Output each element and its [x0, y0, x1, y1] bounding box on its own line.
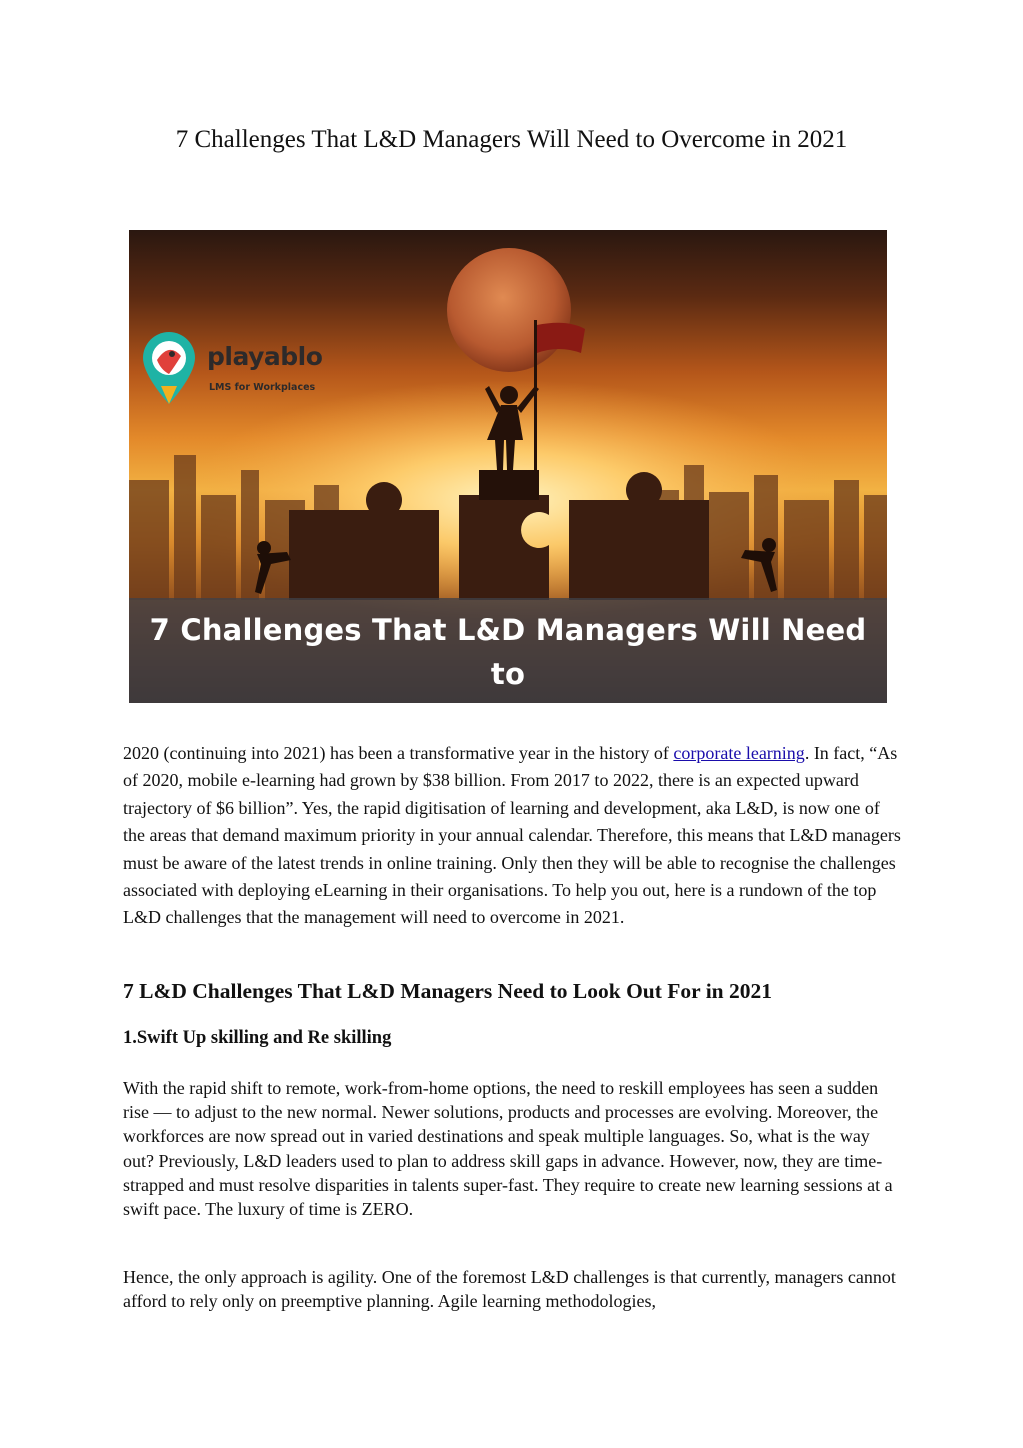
body-paragraph-2: Hence, the only approach is agility. One of the foremost L&D challenges is that currently, managers cannot afford to rely only on preemptive planning. Agile learning methodologies,	[123, 1267, 896, 1312]
playablo-logo	[139, 330, 323, 420]
intro-text-before-link: 2020 (continuing into 2021) has been a transformative year in the history of	[123, 743, 674, 763]
logo-wordmark: playablo	[207, 342, 323, 371]
intro-paragraph	[123, 740, 903, 932]
page-title: 7 Challenges That L&D Managers Will Need to Overcome in 2021	[175, 126, 848, 153]
intro-text-after-link: . In fact, “As of 2020, mobile e-learning had grown by $38 billion. From 2017 to 2022, there is an expected upward trajectory of $6 billion”. Yes, the rapid digitisation of learning and development, aka L&D, is now one of the areas that demand maximum priority in your annual calendar. Therefore, this means that L&D managers must be aware of the latest trends in online training. Only then they will be able to recognise the challenges associated with deploying eLearning in their organisations. To help you out, here is a rundown of the top L&D challenges that the management will need to overcome in 2021.	[123, 743, 901, 928]
corporate-learning-link[interactable]: corporate learning	[673, 743, 805, 763]
section-subheading: 1.Swift Up skilling and Re skilling	[123, 1028, 392, 1048]
hero-image	[129, 230, 887, 735]
hero-banner-line-2: Overcome in 2021	[358, 701, 658, 735]
logo-tagline: LMS for Workplaces	[209, 382, 316, 393]
section-heading: 7 L&D Challenges That L&D Managers Need to Look Out For in 2021	[123, 979, 772, 1003]
hero-banner-text	[129, 608, 887, 740]
hero-banner-line-1: 7 Challenges That L&D Managers Will Need to	[149, 613, 867, 691]
body-paragraph-1: With the rapid shift to remote, work-from-home options, the need to reskill employees has seen a sudden rise — to adjust to the new normal. Newer solutions, products and processes are evolving. Moreover, the workforces are now spread out in varied destinations and speak multiple languages. So, what is the way out? Previously, L&D leaders used to plan to address skill gaps in advance. However, now, they are time-strapped and must resolve disparities in talents super-fast. They require to create new learning sessions at a swift pace. The luxury of time is ZERO.	[123, 1078, 893, 1220]
moon	[447, 248, 571, 372]
logo-pin-icon	[139, 330, 199, 408]
